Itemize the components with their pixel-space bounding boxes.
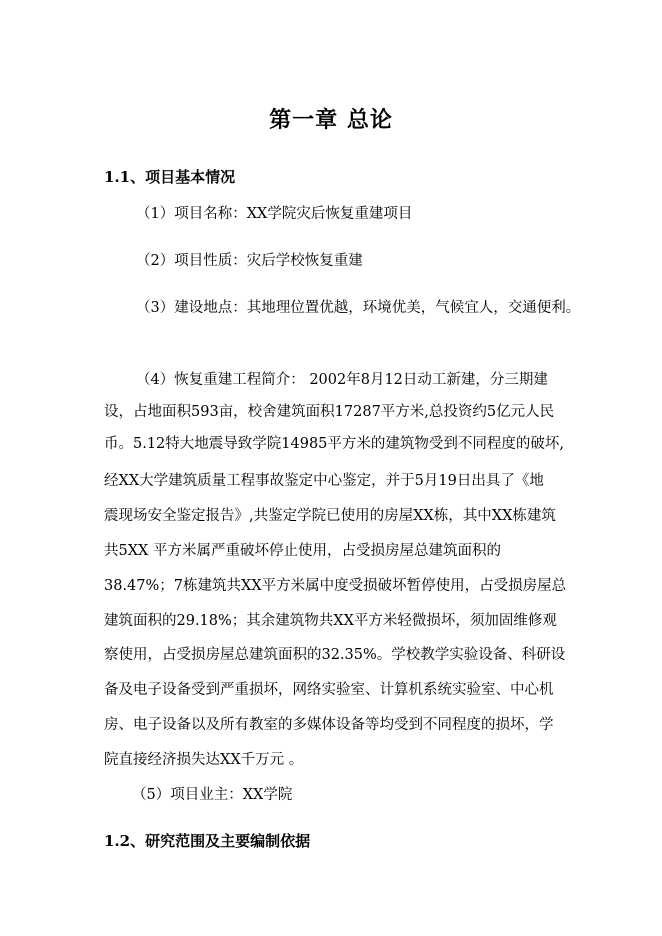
paragraph-line: 共5XX 平方米属严重破坏停止使用，占受损房屋总建筑面积的 [104,543,501,559]
chapter-title: 第一章 总论 [269,107,393,133]
paragraph-line: 房、电子设备以及所有教室的多媒体设备等均受到不同程度的损坏，学 [104,717,554,733]
paragraph-line: （4）恢复重建工程简介： 2002年8月12日动工新建，分三期建 [136,372,548,388]
paragraph-line: 设，占地面积593亩，校舍建筑面积17287平方米,总投资约5亿元人民 [104,404,555,420]
section-heading-1-2: 1.2、研究范围及主要编制依据 [104,832,311,850]
paragraph-line: 震现场安全鉴定报告》,共鉴定学院已使用的房屋XX栋，其中XX栋建筑 [104,508,556,524]
paragraph-line: 38.47%；7栋建筑共XX平方米属中度受损破坏暂停使用，占受损房屋总 [104,578,567,594]
section-heading-1-1: 1.1、项目基本情况 [104,168,236,186]
project-nature-item: （2）项目性质：灾后学校恢复重建 [136,253,363,269]
project-name-item: （1）项目名称：XX学院灾后恢复重建项目 [136,206,413,222]
paragraph-line: 察使用，占受损房屋总建筑面积的32.35%。学校教学实验设备、科研设 [104,647,566,663]
paragraph-line: 备及电子设备受到严重损坏，网络实验室、计算机系统实验室、中心机 [104,682,554,698]
paragraph-line: 建筑面积的29.18%；其余建筑物共XX平方米轻微损坏，须加固维修观 [104,613,557,629]
construction-site-item: （3）建设地点：其地理位置优越，环境优美，气候宜人，交通便利。 [136,300,581,316]
paragraph-line: 币。5.12特大地震导致学院14985平方米的建筑物受到不同程度的破坏, [104,436,565,452]
project-owner-item: （5）项目业主：XX学院 [132,787,293,803]
paragraph-line: 经XX大学建筑质量工程事故鉴定中心鉴定，并于5月19日出具了《地 [104,473,544,489]
paragraph-line: 院直接经济损失达XX千万元 。 [104,752,304,768]
